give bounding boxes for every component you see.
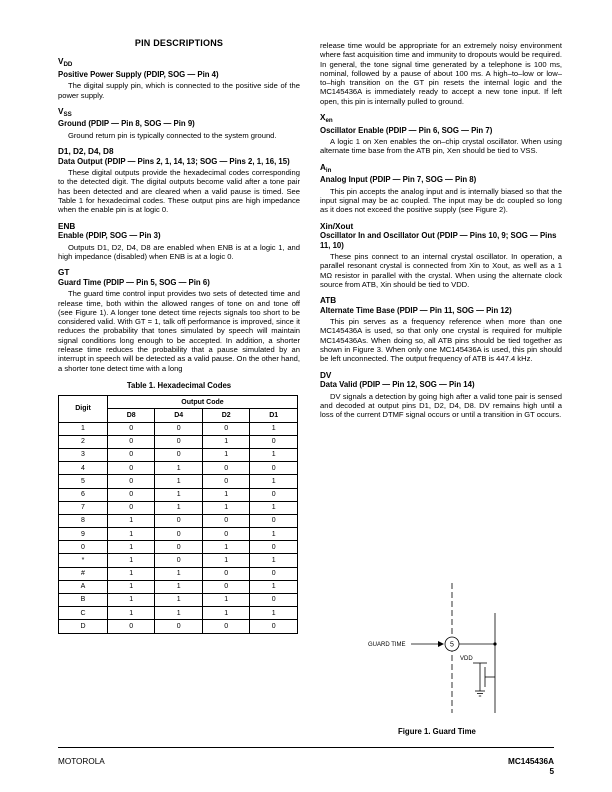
code-cell: 0 (108, 435, 155, 448)
pin-heading: Oscillator Enable (PDIP — Pin 6, SOG — Pin 7) (320, 125, 493, 135)
pin-section (58, 107, 300, 140)
code-cell: 0 (155, 435, 202, 448)
digit-cell: 4 (59, 462, 108, 475)
code-cell: 1 (202, 448, 249, 461)
footer-part-number: MC145436A (508, 757, 554, 766)
table-row (59, 607, 298, 620)
table-caption: Table 1. Hexadecimal Codes (126, 380, 232, 390)
pin-symbol (320, 113, 562, 126)
vdd-label: VDD (460, 656, 473, 662)
table-row (59, 422, 298, 435)
pin-section (320, 296, 562, 363)
pin-symbol (58, 222, 300, 232)
code-cell: 1 (108, 541, 155, 554)
code-cell: 1 (155, 501, 202, 514)
digit-cell: 8 (59, 514, 108, 527)
pin-symbol-sub: DD (63, 61, 73, 69)
digit-cell: 2 (59, 435, 108, 448)
junction-dot (493, 642, 496, 645)
code-cell: 0 (155, 528, 202, 541)
pin-symbol (58, 57, 300, 70)
code-cell: 0 (202, 528, 249, 541)
footer-rule (58, 747, 554, 748)
footer-brand: MOTOROLA (58, 757, 105, 766)
pin-symbol-main: ATB (320, 296, 337, 306)
code-cell: 1 (108, 580, 155, 593)
table-row (59, 541, 298, 554)
table-row (59, 514, 298, 527)
table-row (59, 501, 298, 514)
pin-section (58, 57, 300, 100)
digit-cell: C (59, 607, 108, 620)
code-cell: 1 (108, 567, 155, 580)
pin-symbol (58, 147, 300, 157)
pin-description: This pin accepts the analog input and is internally biased so that the input signal may be ac coupled. The input may be dc coupled so long as it does not exceed the positive supply (see Figure 2). (320, 186, 562, 215)
pin-symbol-main: V (58, 57, 64, 67)
table-row (59, 475, 298, 488)
code-cell: 0 (202, 462, 249, 475)
table-row (59, 528, 298, 541)
digit-cell: 3 (59, 448, 108, 461)
digit-cell: # (59, 567, 108, 580)
pin-symbol-main: DV (320, 370, 332, 380)
code-cell: 1 (250, 607, 298, 620)
pin-symbol-main: X (320, 113, 326, 123)
code-cell: 1 (155, 462, 202, 475)
code-cell: 1 (250, 501, 298, 514)
pin-heading: Analog Input (PDIP — Pin 7, SOG — Pin 8) (320, 175, 477, 185)
right-column (320, 41, 562, 427)
guard-time-figure (355, 583, 525, 718)
pin-symbol (58, 268, 300, 278)
code-cell: 1 (250, 448, 298, 461)
pin-symbol-main: D1, D2, D4, D8 (58, 147, 114, 157)
table-row (59, 435, 298, 448)
pin-section (58, 147, 300, 214)
code-cell: 0 (108, 620, 155, 633)
pin-heading: Enable (PDIP, SOG — Pin 3) (58, 231, 161, 241)
code-cell: 0 (250, 488, 298, 501)
code-cell: 0 (108, 462, 155, 475)
code-cell: 0 (155, 554, 202, 567)
code-cell: 1 (155, 567, 202, 580)
digit-cell: 6 (59, 488, 108, 501)
code-cell: 1 (202, 435, 249, 448)
code-cell: 0 (202, 475, 249, 488)
table-row (59, 462, 298, 475)
pin-heading: Positive Power Supply (PDIP, SOG — Pin 4) (58, 69, 219, 79)
code-cell: 1 (202, 607, 249, 620)
pin-heading: Alternate Time Base (PDIP — Pin 11, SOG — Pin 12) (320, 305, 512, 315)
pin-heading: Data Valid (PDIP — Pin 12, SOG — Pin 14) (320, 380, 475, 390)
table-row (59, 448, 298, 461)
code-cell: 0 (250, 620, 298, 633)
digit-cell: B (59, 594, 108, 607)
page-title: PIN DESCRIPTIONS (134, 38, 224, 48)
pin-symbol (320, 163, 562, 176)
code-cell: 0 (250, 541, 298, 554)
pin-section (58, 268, 300, 373)
pin-symbol (320, 222, 562, 232)
pin-section (58, 222, 300, 262)
code-cell: 1 (250, 554, 298, 567)
pin-description: A logic 1 on Xen enables the on–chip crystal oscillator. When using alternate time base from the ATB pin, Xen should be tied to VSS. (320, 137, 562, 156)
code-cell: 0 (108, 501, 155, 514)
code-cell: 0 (250, 435, 298, 448)
table-header-output-code: Output Code (108, 396, 298, 409)
table-header-d4: D4 (155, 409, 202, 422)
code-cell: 1 (108, 594, 155, 607)
table-row (59, 567, 298, 580)
pin-description: The digital supply pin, which is connected to the positive side of the power supply. (58, 81, 300, 100)
footer-right (508, 757, 554, 777)
code-cell: 0 (202, 620, 249, 633)
code-cell: 1 (202, 554, 249, 567)
table-row (59, 554, 298, 567)
code-cell: 1 (108, 528, 155, 541)
gt-continued-text: release time would be appropriate for an extremely noisy environment where fast acquisition time and immunity to dropouts would be required. In general, the tone signal time generated by a telephone is 100 ms, nominal, followed by a pause of about 100 ms. A high–to–low or low–to–high transition on the GT pin resets the internal logic and the MC145436A is immediately ready to accept a new tone input. If left open, this pin is internally pulled to ground. (320, 41, 562, 106)
code-cell: 1 (250, 580, 298, 593)
pin-symbol (320, 296, 562, 306)
left-pin-list (58, 57, 300, 373)
table-header-digit: Digit (59, 396, 108, 422)
code-cell: 0 (155, 514, 202, 527)
digit-cell: 1 (59, 422, 108, 435)
pin-section (320, 163, 562, 215)
digit-cell: 9 (59, 528, 108, 541)
table-row (59, 488, 298, 501)
pin-symbol-sub: SS (63, 110, 72, 118)
code-cell: 0 (155, 422, 202, 435)
code-cell: 0 (108, 488, 155, 501)
code-cell: 1 (108, 554, 155, 567)
code-cell: 1 (155, 488, 202, 501)
pin-heading: Oscillator In and Oscillator Out (PDIP — Pins 10, 9; SOG — Pins 11, 10) (320, 231, 557, 250)
code-cell: 0 (250, 567, 298, 580)
input-arrow-icon (438, 641, 444, 647)
digit-cell: 7 (59, 501, 108, 514)
code-cell: 0 (155, 541, 202, 554)
code-cell: 0 (108, 475, 155, 488)
code-cell: 1 (108, 607, 155, 620)
pin-heading: Guard Time (PDIP — Pin 5, SOG — Pin 6) (58, 277, 210, 287)
code-cell: 0 (250, 594, 298, 607)
pin-symbol-main: ENB (58, 221, 76, 231)
table-row (59, 594, 298, 607)
pin-heading: Data Output (PDIP — Pins 2, 1, 14, 13; SOG — Pins 2, 1, 16, 15) (58, 156, 290, 166)
code-cell: 1 (155, 580, 202, 593)
pin-heading: Ground (PDIP — Pin 8, SOG — Pin 9) (58, 119, 195, 129)
figure-caption: Figure 1. Guard Time (398, 727, 476, 736)
pin-section (320, 222, 562, 290)
code-cell: 1 (108, 514, 155, 527)
code-cell: 1 (202, 488, 249, 501)
table-row (59, 620, 298, 633)
guard-time-label: GUARD TIME (368, 642, 406, 648)
code-cell: 1 (202, 594, 249, 607)
code-cell: 0 (108, 422, 155, 435)
pin-symbol (58, 107, 300, 120)
pin-symbol-main: Xin/Xout (320, 221, 354, 231)
pin-description: DV signals a detection by going high after a valid tone pair is sensed and decoded at output pins D1, D2, D4, D8. DV remains high until a loss of the current DTMF signal occurs or until a transition in GT occurs. (320, 391, 562, 420)
pin-description: Outputs D1, D2, D4, D8 are enabled when ENB is at a logic 1, and high impedance (disabled) when ENB is at a logic 0. (58, 242, 300, 261)
digit-cell: 5 (59, 475, 108, 488)
pin-symbol-sub: en (325, 117, 333, 125)
digit-cell: D (59, 620, 108, 633)
pin-symbol (320, 371, 562, 381)
code-cell: 1 (155, 594, 202, 607)
code-cell: 1 (250, 528, 298, 541)
pin-section (320, 113, 562, 156)
digit-cell: * (59, 554, 108, 567)
footer-page-number: 5 (549, 767, 554, 776)
pin-symbol-sub: in (325, 166, 332, 174)
code-cell: 0 (108, 448, 155, 461)
right-pin-list (320, 113, 562, 419)
digit-cell: A (59, 580, 108, 593)
code-cell: 0 (202, 514, 249, 527)
code-cell: 0 (155, 620, 202, 633)
code-cell: 1 (202, 501, 249, 514)
digit-cell: 0 (59, 541, 108, 554)
code-cell: 1 (250, 475, 298, 488)
code-cell: 0 (202, 567, 249, 580)
code-cell: 0 (202, 422, 249, 435)
pin-description: Ground return pin is typically connected to the system ground. (68, 130, 277, 140)
pin-section (320, 371, 562, 420)
pin-description: This pin serves as a frequency reference when more than one MC145436A is used, so that only one crystal is required for multiple MC145436As. When doing so, all ATB pins should be tied together as shown in Figure 3. When only one MC145436A is used, this pin should be left unconnected. The output frequency of ATB is 447.4 kHz. (320, 317, 562, 364)
left-column (58, 36, 300, 634)
code-cell: 1 (155, 607, 202, 620)
code-cell: 0 (250, 514, 298, 527)
table-header-d1: D1 (250, 409, 298, 422)
hex-code-table (58, 395, 298, 633)
table-header-d2: D2 (202, 409, 249, 422)
pin-symbol-main: V (58, 106, 64, 116)
pin-description: These digital outputs provide the hexadecimal codes corresponding to the detected digit. The digital outputs become valid after a tone pair has been detected and are cleared when a valid pause is timed. See Table 1 for hexadecimal codes. These output pins are high impedance when the enable pin is at logic 0. (58, 168, 300, 215)
code-cell: 1 (250, 422, 298, 435)
code-cell: 0 (250, 462, 298, 475)
code-cell: 1 (155, 475, 202, 488)
pin-description: These pins connect to an internal crystal oscillator. In operation, a parallel resonant crystal is connected from Xin to Xout, as well as a 1 MΩ resistor in parallel with the crystal. When using the alternate clock source from ATB, Xin should be tied to VDD. (320, 251, 562, 289)
code-cell: 0 (202, 580, 249, 593)
pin-symbol-main: GT (58, 268, 70, 278)
pin-description: The guard time control input provides two sets of detected time and release time, both within the allowed ranges of tone on and tone off (see Figure 1). A longer tone detect time rejects signals too short to be considered valid. With GT = 1, talk off performance is improved, since it reduces the probability that tones simulated by speech will maintain signal conditions long enough to be accepted. In addition, a shorter release time reduces the probability that a pause simulated by an interrupt in speech will be detected as a valid pause. On the other hand, a shorter tone detect time with a long (58, 289, 300, 373)
table-header-d8: D8 (108, 409, 155, 422)
code-cell: 1 (202, 541, 249, 554)
table-row (59, 580, 298, 593)
pin-symbol-main: A (320, 162, 326, 172)
code-cell: 0 (155, 448, 202, 461)
pin-number: 5 (450, 641, 454, 649)
